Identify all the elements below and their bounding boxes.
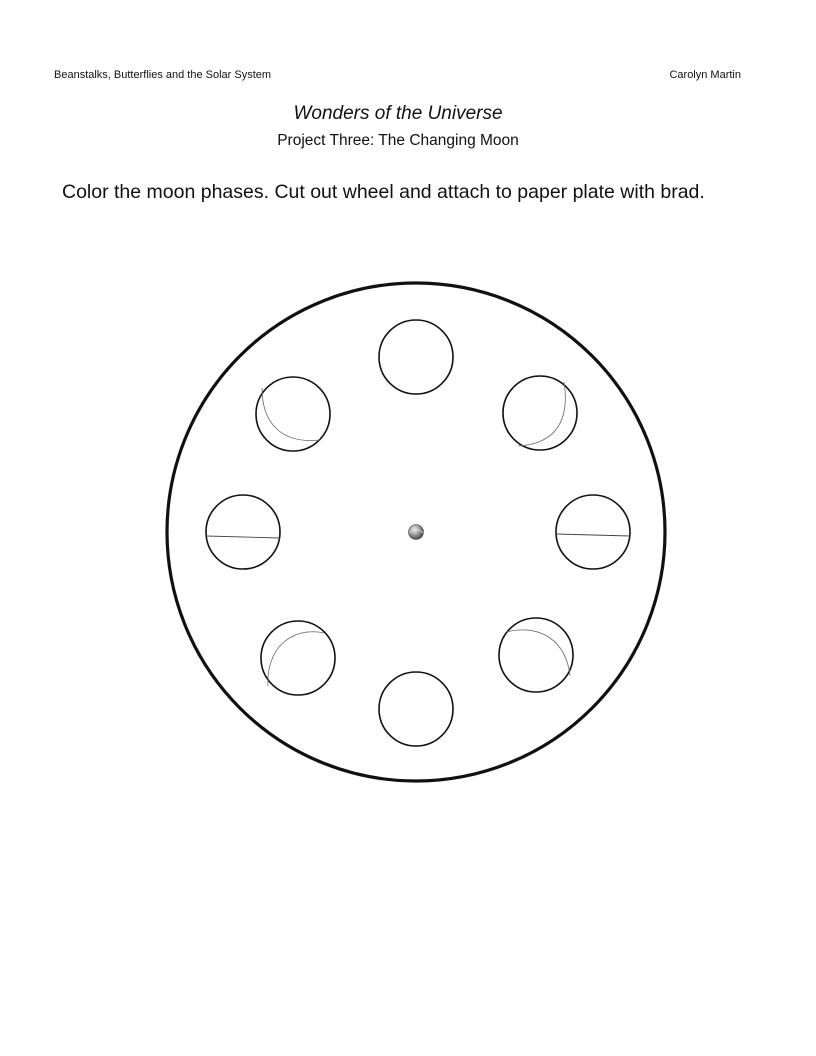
moon-phase-top-left (256, 377, 330, 451)
moon-phase-top (379, 320, 453, 394)
moon-phase-right (556, 495, 630, 569)
moon-phase-bottom (379, 672, 453, 746)
header-author: Carolyn Martin (669, 69, 741, 81)
moon-phase-left (206, 495, 280, 569)
header-left-text: Beanstalks, Butterflies and the Solar System (54, 69, 272, 81)
moon-phase-bottom-left (261, 621, 335, 695)
brad-fastener-icon (409, 525, 424, 540)
page-subtitle: Project Three: The Changing Moon (277, 132, 519, 149)
instructions-text: Color the moon phases. Cut out wheel and attach to paper plate with brad. (62, 181, 705, 203)
page-title: Wonders of the Universe (293, 103, 503, 124)
moon-phase-bottom-right (499, 618, 573, 692)
moon-phase-top-right (503, 376, 577, 450)
